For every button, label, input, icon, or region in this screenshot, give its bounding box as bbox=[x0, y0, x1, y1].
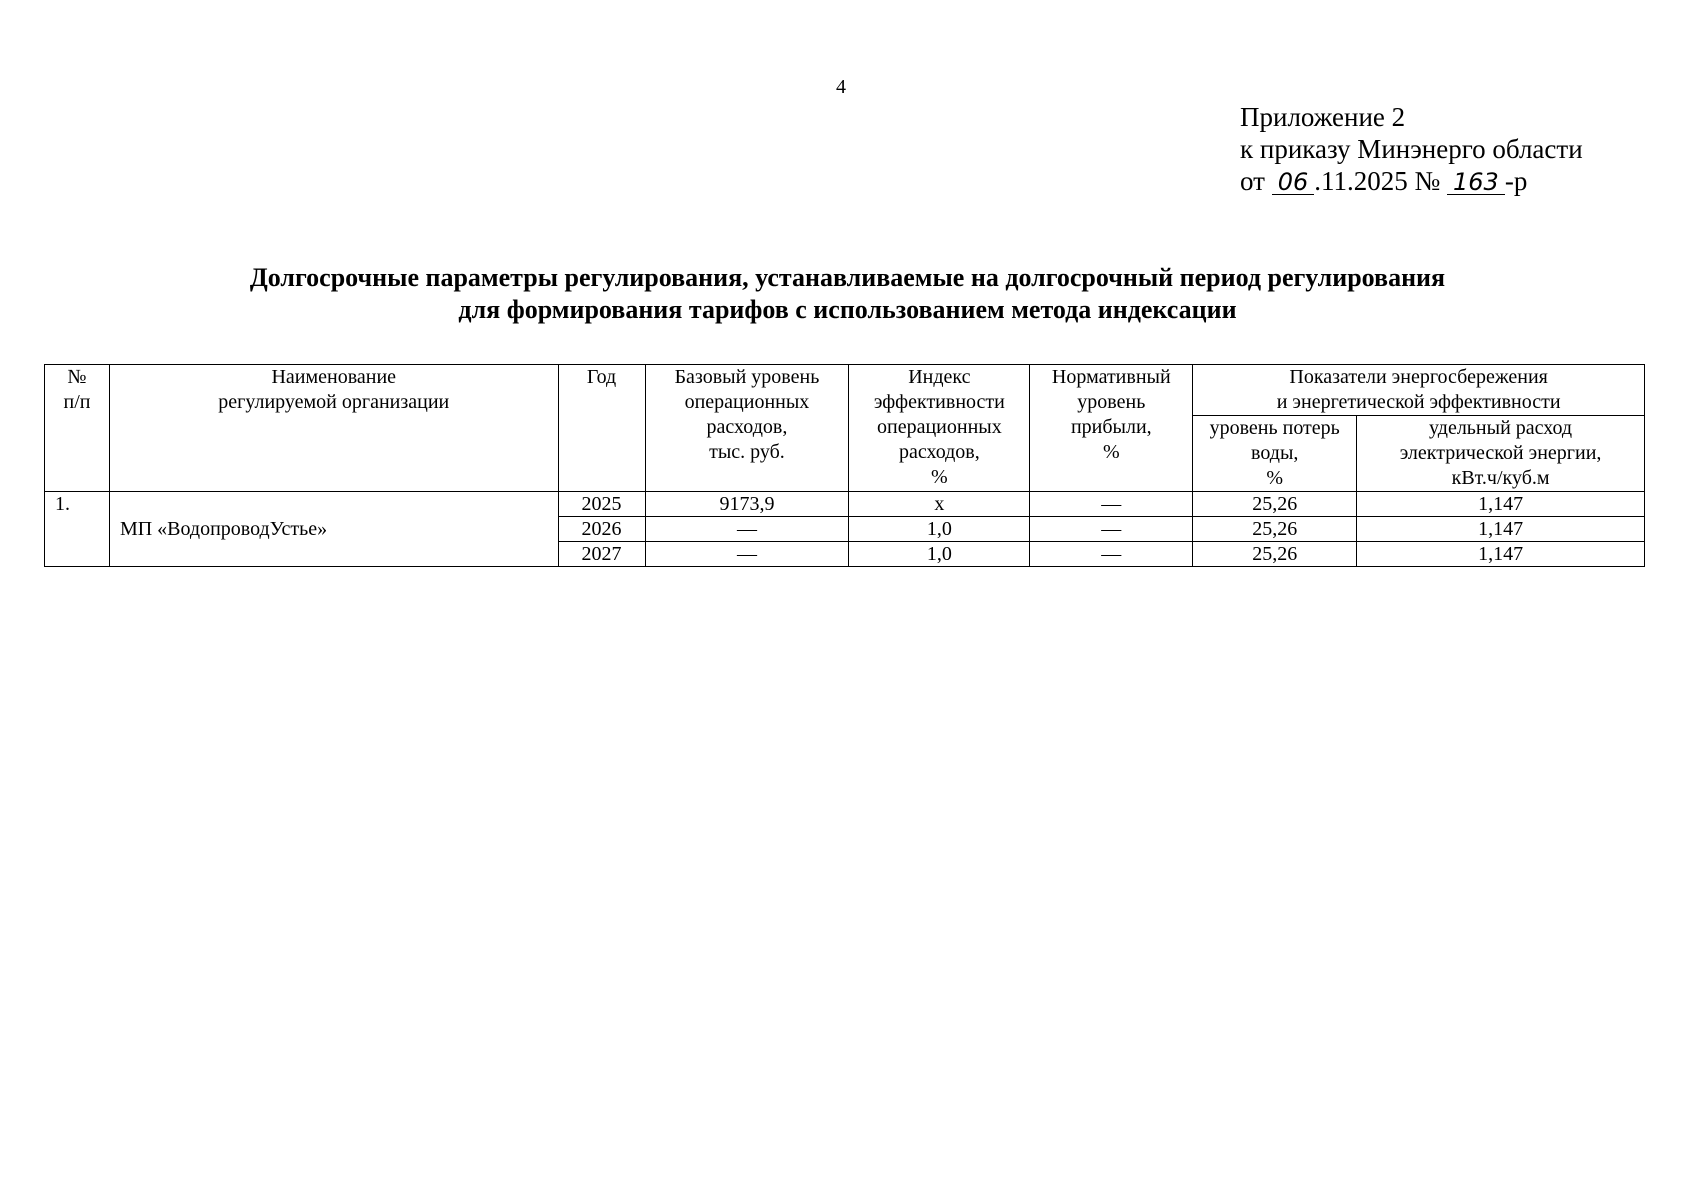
document-title bbox=[0, 262, 1695, 326]
cell-electricity: 1,147 bbox=[1357, 542, 1645, 567]
page-number: 4 bbox=[836, 76, 846, 98]
order-number-sign: № bbox=[1414, 166, 1441, 196]
order-date-rest: .11.2025 bbox=[1314, 166, 1408, 196]
cell-efficiency-index: 1,0 bbox=[849, 517, 1030, 542]
header-base-expenses: Базовый уровень операционных расходов, тыс. руб. bbox=[645, 365, 849, 492]
cell-year: 2025 bbox=[558, 492, 645, 517]
header-energy-group: Показатели энергосбережения и энергетической эффективности bbox=[1193, 365, 1645, 416]
cell-profit-level: — bbox=[1030, 517, 1193, 542]
order-day-handwritten: 06 bbox=[1272, 170, 1315, 195]
cell-year: 2027 bbox=[558, 542, 645, 567]
cell-base-expenses: — bbox=[645, 517, 849, 542]
appendix-line-1: Приложение 2 bbox=[1240, 102, 1406, 132]
cell-profit-level: — bbox=[1030, 492, 1193, 517]
header-electricity: удельный расход электрической энергии, кВт.ч/куб.м bbox=[1357, 416, 1645, 492]
title-line-1: Долгосрочные параметры регулирования, устанавливаемые на долгосрочный период регулирования bbox=[249, 263, 1446, 292]
title-line-2: для формирования тарифов с использованием метода индексации bbox=[458, 295, 1237, 324]
appendix-line-2: к приказу Минэнерго области bbox=[1240, 134, 1583, 164]
table-row bbox=[45, 492, 1645, 517]
cell-electricity: 1,147 bbox=[1357, 517, 1645, 542]
appendix-block bbox=[1240, 101, 1583, 197]
header-water-loss: уровень потерь воды, % bbox=[1193, 416, 1357, 492]
header-year: Год bbox=[558, 365, 645, 492]
appendix-order-line bbox=[1240, 165, 1583, 197]
order-prefix: от bbox=[1240, 166, 1265, 196]
cell-base-expenses: 9173,9 bbox=[645, 492, 849, 517]
parameters-table bbox=[44, 364, 1645, 567]
cell-base-expenses: — bbox=[645, 542, 849, 567]
order-suffix: -р bbox=[1504, 166, 1528, 196]
row-organization: МП «ВодопроводУстье» bbox=[109, 492, 558, 567]
header-num: № п/п bbox=[45, 365, 110, 492]
cell-electricity: 1,147 bbox=[1357, 492, 1645, 517]
header-organization: Наименование регулируемой организации bbox=[109, 365, 558, 492]
cell-efficiency-index: х bbox=[849, 492, 1030, 517]
cell-water-loss: 25,26 bbox=[1193, 542, 1357, 567]
cell-profit-level: — bbox=[1030, 542, 1193, 567]
cell-water-loss: 25,26 bbox=[1193, 517, 1357, 542]
order-number-handwritten: 163 bbox=[1447, 170, 1505, 195]
cell-water-loss: 25,26 bbox=[1193, 492, 1357, 517]
header-profit-level: Нормативный уровень прибыли, % bbox=[1030, 365, 1193, 492]
row-num: 1. bbox=[45, 492, 110, 567]
header-efficiency-index: Индекс эффективности операционных расходов, % bbox=[849, 365, 1030, 492]
cell-efficiency-index: 1,0 bbox=[849, 542, 1030, 567]
cell-year: 2026 bbox=[558, 517, 645, 542]
table-header-row bbox=[45, 365, 1645, 416]
